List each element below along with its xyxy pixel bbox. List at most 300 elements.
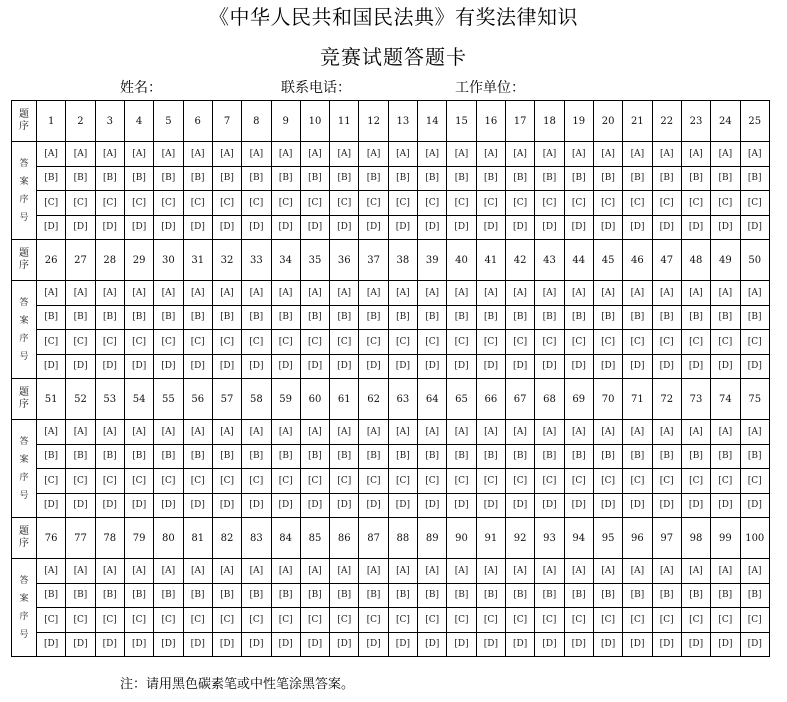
answer-option-bubble[interactable]: [C] [535,469,564,494]
answer-option-bubble[interactable]: [A] [476,420,505,445]
answer-option-bubble[interactable]: [A] [359,142,388,167]
answer-option-bubble[interactable]: [A] [447,142,476,167]
answer-option-bubble[interactable]: [C] [388,330,417,355]
answer-option-bubble[interactable]: [B] [593,166,622,191]
answer-option-bubble[interactable]: [C] [681,469,710,494]
answer-option-bubble[interactable]: [A] [623,559,652,584]
answer-option-bubble[interactable]: [D] [183,215,212,240]
answer-option-bubble[interactable]: [D] [535,493,564,518]
answer-option-bubble[interactable]: [B] [652,444,681,469]
answer-option-bubble[interactable]: [B] [623,444,652,469]
answer-option-bubble[interactable]: [D] [623,354,652,379]
answer-option-bubble[interactable]: [B] [271,444,300,469]
answer-option-bubble[interactable]: [B] [711,305,740,330]
answer-option-bubble[interactable]: [D] [418,632,447,657]
answer-option-bubble[interactable]: [A] [330,420,359,445]
answer-option-bubble[interactable]: [A] [623,142,652,167]
answer-option-bubble[interactable]: [A] [154,142,183,167]
answer-option-bubble[interactable]: [C] [95,469,124,494]
answer-option-bubble[interactable]: [A] [593,142,622,167]
answer-option-bubble[interactable]: [B] [506,166,535,191]
answer-option-bubble[interactable]: [B] [66,166,95,191]
answer-option-bubble[interactable]: [D] [447,632,476,657]
answer-option-bubble[interactable]: [C] [330,469,359,494]
answer-option-bubble[interactable]: [D] [564,632,593,657]
answer-option-bubble[interactable]: [B] [506,444,535,469]
answer-option-bubble[interactable]: [C] [124,330,153,355]
answer-option-bubble[interactable]: [D] [124,493,153,518]
answer-option-bubble[interactable]: [C] [242,469,271,494]
answer-option-bubble[interactable]: [D] [212,215,241,240]
answer-option-bubble[interactable]: [A] [242,142,271,167]
answer-option-bubble[interactable]: [B] [154,166,183,191]
answer-option-bubble[interactable]: [B] [124,305,153,330]
answer-option-bubble[interactable]: [A] [506,420,535,445]
answer-option-bubble[interactable]: [A] [476,559,505,584]
answer-option-bubble[interactable]: [C] [447,191,476,216]
answer-option-bubble[interactable]: [A] [212,559,241,584]
answer-option-bubble[interactable]: [C] [388,608,417,633]
answer-option-bubble[interactable]: [D] [593,354,622,379]
answer-option-bubble[interactable]: [D] [418,215,447,240]
answer-option-bubble[interactable]: [C] [330,330,359,355]
answer-option-bubble[interactable]: [A] [506,559,535,584]
answer-option-bubble[interactable]: [D] [124,632,153,657]
answer-option-bubble[interactable]: [C] [66,330,95,355]
answer-option-bubble[interactable]: [C] [300,330,329,355]
answer-option-bubble[interactable]: [B] [476,444,505,469]
answer-option-bubble[interactable]: [C] [447,469,476,494]
answer-option-bubble[interactable]: [A] [476,281,505,306]
answer-option-bubble[interactable]: [C] [535,191,564,216]
answer-option-bubble[interactable]: [D] [300,215,329,240]
answer-option-bubble[interactable]: [A] [37,142,66,167]
answer-option-bubble[interactable]: [A] [535,420,564,445]
answer-option-bubble[interactable]: [A] [271,559,300,584]
answer-option-bubble[interactable]: [C] [124,469,153,494]
answer-option-bubble[interactable]: [D] [359,215,388,240]
answer-option-bubble[interactable]: [B] [623,305,652,330]
answer-option-bubble[interactable]: [D] [37,215,66,240]
answer-option-bubble[interactable]: [B] [418,444,447,469]
answer-option-bubble[interactable]: [B] [95,305,124,330]
answer-option-bubble[interactable]: [A] [300,142,329,167]
answer-option-bubble[interactable]: [D] [740,632,770,657]
answer-option-bubble[interactable]: [C] [652,191,681,216]
answer-option-bubble[interactable]: [D] [37,354,66,379]
answer-option-bubble[interactable]: [A] [447,559,476,584]
answer-option-bubble[interactable]: [C] [593,330,622,355]
answer-option-bubble[interactable]: [D] [593,493,622,518]
answer-option-bubble[interactable]: [D] [212,354,241,379]
answer-option-bubble[interactable]: [D] [66,493,95,518]
answer-option-bubble[interactable]: [D] [300,632,329,657]
answer-option-bubble[interactable]: [D] [506,493,535,518]
answer-option-bubble[interactable]: [A] [388,142,417,167]
answer-option-bubble[interactable]: [D] [564,354,593,379]
answer-option-bubble[interactable]: [D] [154,354,183,379]
answer-option-bubble[interactable]: [D] [242,215,271,240]
answer-option-bubble[interactable]: [C] [154,330,183,355]
answer-option-bubble[interactable]: [D] [37,493,66,518]
answer-option-bubble[interactable]: [A] [564,420,593,445]
answer-option-bubble[interactable]: [A] [681,281,710,306]
answer-option-bubble[interactable]: [C] [711,330,740,355]
answer-option-bubble[interactable]: [B] [359,583,388,608]
answer-option-bubble[interactable]: [B] [681,444,710,469]
answer-option-bubble[interactable]: [A] [242,420,271,445]
answer-option-bubble[interactable]: [B] [37,166,66,191]
answer-option-bubble[interactable]: [C] [535,608,564,633]
answer-option-bubble[interactable]: [B] [66,305,95,330]
answer-option-bubble[interactable]: [C] [388,469,417,494]
answer-option-bubble[interactable]: [C] [681,330,710,355]
answer-option-bubble[interactable]: [D] [271,632,300,657]
answer-option-bubble[interactable]: [C] [271,191,300,216]
answer-option-bubble[interactable]: [B] [623,583,652,608]
answer-option-bubble[interactable]: [C] [242,191,271,216]
answer-option-bubble[interactable]: [B] [447,305,476,330]
answer-option-bubble[interactable]: [B] [330,305,359,330]
answer-option-bubble[interactable]: [D] [388,493,417,518]
answer-option-bubble[interactable]: [B] [271,583,300,608]
answer-option-bubble[interactable]: [B] [154,444,183,469]
answer-option-bubble[interactable]: [A] [681,142,710,167]
answer-option-bubble[interactable]: [D] [330,493,359,518]
answer-option-bubble[interactable]: [C] [740,330,770,355]
answer-option-bubble[interactable]: [A] [535,142,564,167]
answer-option-bubble[interactable]: [C] [564,330,593,355]
answer-option-bubble[interactable]: [D] [711,215,740,240]
answer-option-bubble[interactable]: [D] [593,632,622,657]
answer-option-bubble[interactable]: [D] [681,215,710,240]
answer-option-bubble[interactable]: [A] [66,559,95,584]
answer-option-bubble[interactable]: [C] [564,608,593,633]
answer-option-bubble[interactable]: [C] [506,191,535,216]
answer-option-bubble[interactable]: [B] [535,444,564,469]
answer-option-bubble[interactable]: [B] [154,583,183,608]
answer-option-bubble[interactable]: [B] [652,305,681,330]
answer-option-bubble[interactable]: [D] [740,215,770,240]
answer-option-bubble[interactable]: [A] [212,142,241,167]
answer-option-bubble[interactable]: [C] [681,608,710,633]
answer-option-bubble[interactable]: [D] [652,493,681,518]
answer-option-bubble[interactable]: [C] [593,191,622,216]
answer-option-bubble[interactable]: [D] [330,354,359,379]
answer-option-bubble[interactable]: [D] [447,215,476,240]
answer-option-bubble[interactable]: [A] [418,142,447,167]
answer-option-bubble[interactable]: [B] [447,166,476,191]
answer-option-bubble[interactable]: [A] [740,420,770,445]
answer-option-bubble[interactable]: [B] [242,444,271,469]
answer-option-bubble[interactable]: [A] [124,559,153,584]
answer-option-bubble[interactable]: [C] [711,191,740,216]
answer-option-bubble[interactable]: [A] [476,142,505,167]
answer-option-bubble[interactable]: [A] [271,281,300,306]
answer-option-bubble[interactable]: [B] [242,305,271,330]
answer-option-bubble[interactable]: [B] [183,305,212,330]
answer-option-bubble[interactable]: [A] [330,559,359,584]
answer-option-bubble[interactable]: [C] [37,469,66,494]
answer-option-bubble[interactable]: [B] [388,444,417,469]
answer-option-bubble[interactable]: [D] [564,493,593,518]
answer-option-bubble[interactable]: [C] [124,191,153,216]
answer-option-bubble[interactable]: [D] [388,215,417,240]
answer-option-bubble[interactable]: [A] [124,281,153,306]
answer-option-bubble[interactable]: [B] [242,583,271,608]
answer-option-bubble[interactable]: [C] [330,608,359,633]
answer-option-bubble[interactable]: [A] [418,420,447,445]
answer-option-bubble[interactable]: [B] [418,583,447,608]
answer-option-bubble[interactable]: [D] [66,354,95,379]
answer-option-bubble[interactable]: [B] [476,583,505,608]
answer-option-bubble[interactable]: [A] [623,420,652,445]
answer-option-bubble[interactable]: [D] [681,493,710,518]
answer-option-bubble[interactable]: [B] [300,583,329,608]
answer-option-bubble[interactable]: [C] [476,469,505,494]
answer-option-bubble[interactable]: [C] [300,191,329,216]
answer-option-bubble[interactable]: [C] [271,469,300,494]
answer-option-bubble[interactable]: [B] [418,305,447,330]
answer-option-bubble[interactable]: [A] [388,420,417,445]
answer-option-bubble[interactable]: [D] [124,354,153,379]
answer-option-bubble[interactable]: [D] [476,493,505,518]
answer-option-bubble[interactable]: [B] [593,305,622,330]
answer-option-bubble[interactable]: [A] [154,281,183,306]
answer-option-bubble[interactable]: [A] [271,420,300,445]
answer-option-bubble[interactable]: [A] [652,559,681,584]
answer-option-bubble[interactable]: [C] [183,608,212,633]
answer-option-bubble[interactable]: [C] [535,330,564,355]
answer-option-bubble[interactable]: [C] [183,469,212,494]
answer-option-bubble[interactable]: [C] [66,469,95,494]
answer-option-bubble[interactable]: [B] [388,583,417,608]
answer-option-bubble[interactable]: [B] [740,166,770,191]
answer-option-bubble[interactable]: [B] [95,166,124,191]
answer-option-bubble[interactable]: [D] [271,215,300,240]
answer-option-bubble[interactable]: [B] [330,583,359,608]
answer-option-bubble[interactable]: [A] [95,142,124,167]
answer-option-bubble[interactable]: [A] [564,281,593,306]
answer-option-bubble[interactable]: [A] [388,281,417,306]
answer-option-bubble[interactable]: [C] [271,608,300,633]
answer-option-bubble[interactable]: [C] [300,469,329,494]
answer-option-bubble[interactable]: [A] [593,559,622,584]
answer-option-bubble[interactable]: [D] [154,215,183,240]
answer-option-bubble[interactable]: [D] [124,215,153,240]
answer-option-bubble[interactable]: [D] [535,354,564,379]
answer-option-bubble[interactable]: [D] [183,493,212,518]
answer-option-bubble[interactable]: [A] [242,281,271,306]
answer-option-bubble[interactable]: [B] [95,583,124,608]
answer-option-bubble[interactable]: [A] [66,281,95,306]
answer-option-bubble[interactable]: [A] [242,559,271,584]
answer-option-bubble[interactable]: [C] [418,469,447,494]
answer-option-bubble[interactable]: [B] [154,305,183,330]
answer-option-bubble[interactable]: [D] [535,215,564,240]
answer-option-bubble[interactable]: [D] [447,493,476,518]
answer-option-bubble[interactable]: [A] [300,559,329,584]
answer-option-bubble[interactable]: [B] [506,305,535,330]
answer-option-bubble[interactable]: [D] [330,632,359,657]
answer-option-bubble[interactable]: [C] [37,608,66,633]
answer-option-bubble[interactable]: [C] [652,608,681,633]
answer-option-bubble[interactable]: [A] [711,420,740,445]
answer-option-bubble[interactable]: [B] [681,166,710,191]
answer-option-bubble[interactable]: [A] [66,142,95,167]
answer-option-bubble[interactable]: [A] [711,559,740,584]
answer-option-bubble[interactable]: [C] [154,469,183,494]
answer-option-bubble[interactable]: [D] [681,354,710,379]
answer-option-bubble[interactable]: [C] [95,191,124,216]
answer-option-bubble[interactable]: [A] [418,281,447,306]
answer-option-bubble[interactable]: [C] [359,608,388,633]
answer-option-bubble[interactable]: [B] [652,583,681,608]
answer-option-bubble[interactable]: [B] [300,305,329,330]
answer-option-bubble[interactable]: [A] [66,420,95,445]
answer-option-bubble[interactable]: [D] [447,354,476,379]
answer-option-bubble[interactable]: [C] [623,330,652,355]
answer-option-bubble[interactable]: [C] [447,330,476,355]
answer-option-bubble[interactable]: [C] [242,330,271,355]
answer-option-bubble[interactable]: [A] [212,281,241,306]
answer-option-bubble[interactable]: [B] [681,583,710,608]
answer-option-bubble[interactable]: [B] [535,166,564,191]
answer-option-bubble[interactable]: [A] [711,281,740,306]
answer-option-bubble[interactable]: [B] [242,166,271,191]
answer-option-bubble[interactable]: [D] [300,354,329,379]
answer-option-bubble[interactable]: [B] [564,305,593,330]
answer-option-bubble[interactable]: [C] [388,191,417,216]
answer-option-bubble[interactable]: [C] [183,191,212,216]
answer-option-bubble[interactable]: [A] [506,281,535,306]
answer-option-bubble[interactable]: [A] [535,559,564,584]
answer-option-bubble[interactable]: [A] [593,281,622,306]
answer-option-bubble[interactable]: [B] [124,166,153,191]
answer-option-bubble[interactable]: [B] [593,444,622,469]
answer-option-bubble[interactable]: [B] [359,305,388,330]
answer-option-bubble[interactable]: [D] [212,493,241,518]
answer-option-bubble[interactable]: [D] [242,493,271,518]
answer-option-bubble[interactable]: [C] [740,191,770,216]
answer-option-bubble[interactable]: [D] [66,215,95,240]
answer-option-bubble[interactable]: [A] [564,559,593,584]
answer-option-bubble[interactable]: [D] [359,354,388,379]
answer-option-bubble[interactable]: [D] [154,493,183,518]
answer-option-bubble[interactable]: [A] [330,281,359,306]
answer-option-bubble[interactable]: [B] [37,583,66,608]
answer-option-bubble[interactable]: [C] [652,330,681,355]
answer-option-bubble[interactable]: [D] [711,632,740,657]
answer-option-bubble[interactable]: [A] [183,142,212,167]
answer-option-bubble[interactable]: [A] [154,559,183,584]
answer-option-bubble[interactable]: [D] [740,493,770,518]
answer-option-bubble[interactable]: [A] [564,142,593,167]
answer-option-bubble[interactable]: [B] [212,583,241,608]
answer-option-bubble[interactable]: [C] [359,469,388,494]
answer-option-bubble[interactable]: [C] [652,469,681,494]
answer-option-bubble[interactable]: [B] [183,444,212,469]
answer-option-bubble[interactable]: [A] [95,281,124,306]
answer-option-bubble[interactable]: [A] [212,420,241,445]
answer-option-bubble[interactable]: [B] [388,166,417,191]
answer-option-bubble[interactable]: [D] [535,632,564,657]
answer-option-bubble[interactable]: [D] [418,493,447,518]
answer-option-bubble[interactable]: [A] [388,559,417,584]
answer-option-bubble[interactable]: [D] [95,632,124,657]
answer-option-bubble[interactable]: [C] [37,191,66,216]
answer-option-bubble[interactable]: [C] [418,191,447,216]
answer-option-bubble[interactable]: [C] [506,608,535,633]
answer-option-bubble[interactable]: [C] [623,608,652,633]
answer-option-bubble[interactable]: [B] [212,444,241,469]
answer-option-bubble[interactable]: [B] [711,583,740,608]
answer-option-bubble[interactable]: [C] [593,469,622,494]
answer-option-bubble[interactable]: [A] [124,142,153,167]
answer-option-bubble[interactable]: [D] [506,354,535,379]
answer-option-bubble[interactable]: [B] [124,583,153,608]
answer-option-bubble[interactable]: [B] [330,444,359,469]
answer-option-bubble[interactable]: [A] [124,420,153,445]
answer-option-bubble[interactable]: [C] [212,469,241,494]
answer-option-bubble[interactable]: [B] [564,166,593,191]
answer-option-bubble[interactable]: [C] [623,469,652,494]
answer-option-bubble[interactable]: [D] [681,632,710,657]
answer-option-bubble[interactable]: [A] [681,559,710,584]
answer-option-bubble[interactable]: [B] [300,166,329,191]
answer-option-bubble[interactable]: [D] [271,354,300,379]
answer-option-bubble[interactable]: [A] [37,559,66,584]
answer-option-bubble[interactable]: [C] [681,191,710,216]
answer-option-bubble[interactable]: [A] [37,420,66,445]
answer-option-bubble[interactable]: [A] [95,559,124,584]
answer-option-bubble[interactable]: [A] [447,281,476,306]
answer-option-bubble[interactable]: [D] [37,632,66,657]
answer-option-bubble[interactable]: [D] [623,632,652,657]
answer-option-bubble[interactable]: [D] [564,215,593,240]
answer-option-bubble[interactable]: [B] [711,444,740,469]
answer-option-bubble[interactable]: [C] [154,608,183,633]
answer-option-bubble[interactable]: [B] [740,305,770,330]
answer-option-bubble[interactable]: [D] [183,632,212,657]
answer-option-bubble[interactable]: [B] [535,583,564,608]
answer-option-bubble[interactable]: [B] [95,444,124,469]
answer-option-bubble[interactable]: [C] [740,608,770,633]
answer-option-bubble[interactable]: [A] [183,559,212,584]
answer-option-bubble[interactable]: [C] [623,191,652,216]
answer-option-bubble[interactable]: [C] [66,191,95,216]
answer-option-bubble[interactable]: [C] [359,191,388,216]
answer-option-bubble[interactable]: [C] [95,608,124,633]
answer-option-bubble[interactable]: [B] [476,305,505,330]
answer-option-bubble[interactable]: [A] [740,559,770,584]
answer-option-bubble[interactable]: [A] [330,142,359,167]
answer-option-bubble[interactable]: [D] [66,632,95,657]
answer-option-bubble[interactable]: [D] [242,632,271,657]
answer-option-bubble[interactable]: [A] [623,281,652,306]
answer-option-bubble[interactable]: [C] [212,191,241,216]
answer-option-bubble[interactable]: [B] [506,583,535,608]
answer-option-bubble[interactable]: [D] [359,493,388,518]
answer-option-bubble[interactable]: [A] [154,420,183,445]
answer-option-bubble[interactable]: [A] [740,142,770,167]
answer-option-bubble[interactable]: [C] [37,330,66,355]
answer-option-bubble[interactable]: [B] [183,166,212,191]
answer-option-bubble[interactable]: [C] [154,191,183,216]
answer-option-bubble[interactable]: [A] [506,142,535,167]
answer-option-bubble[interactable]: [C] [740,469,770,494]
answer-option-bubble[interactable]: [C] [95,330,124,355]
